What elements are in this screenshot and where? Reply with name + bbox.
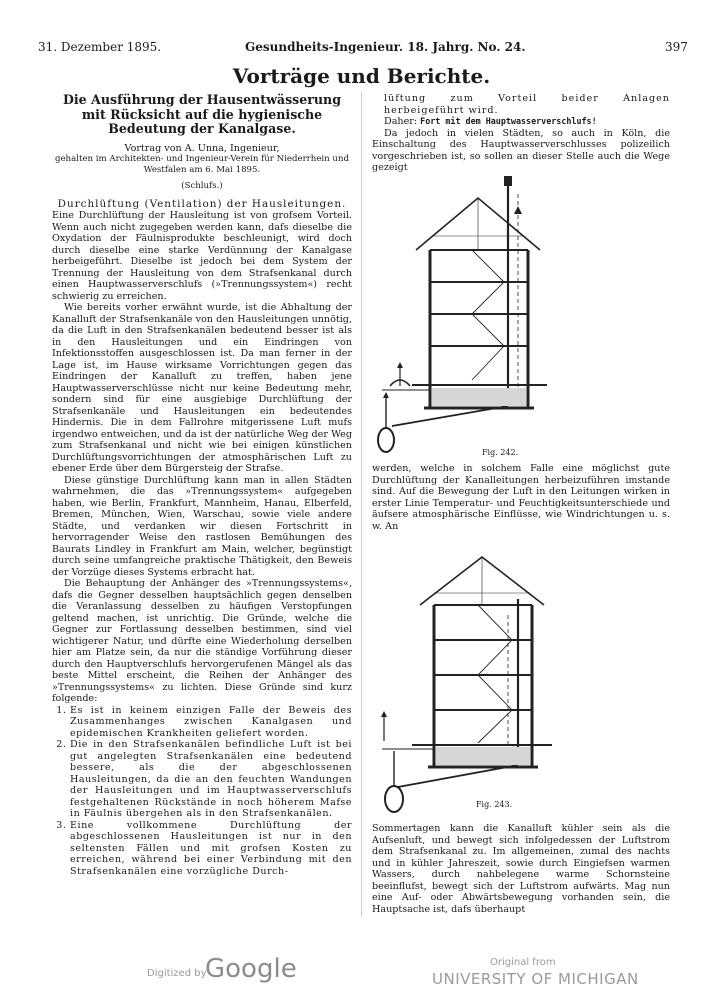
figure-242-caption: Fig. 242. <box>482 448 519 457</box>
section-title: Vorträge und Berichte. <box>232 64 491 88</box>
article-byline: Vortrag von A. Unna, Ingenieur, <box>124 142 280 154</box>
paragraph-right-3: werden, welche in solchem Falle eine möglichst gute Durchlüftung der Kanalleitungen herbeizuführen imstande sind. Auf die Bewegung der Luft in den Leitungen wirken in erster Linie Temperatur- und Feuchtigkeitsunterschiede und äufsere atmosphärische Einflüsse, wie Windrichtungen u. s. w. An <box>372 463 670 532</box>
header-journal: Gesundheits-Ingenieur. 18. Jahrg. No. 24. <box>245 40 526 54</box>
right-column-middle <box>372 463 670 532</box>
right-column-bottom <box>372 823 670 915</box>
article-title: Die Ausführung der Hausentwässerung mit Rücksicht auf die hygienische Bedeutung der Kanalgase. <box>62 92 342 136</box>
figure-243-caption: Fig. 243. <box>476 800 513 809</box>
right-column-top <box>372 93 670 174</box>
daher-motto: Fort mit dem Hauptwasserverschlufs! <box>420 116 597 126</box>
paragraph-4: Die Behauptung der Anhänger des »Trennungssystems«, dafs die Gegner desselben hauptsächlich gegen denselben die Veranlassung desselben zu häufigen Verstopfungen geltend machen, ist unrichtig. Die Gründe, welche die Gegner zur Fortlassung desselben bestimmen, sind viel wichtigerer Natur, und dürfte eine Wiederholung derselben hier am Platze sein, da nur die ständige Vorführung dieser durch den Hauptverschlufs hervorgerufenen Mängel als das beste Mittel erscheint, die Reihen der Anhänger des »Trennungssystems« zu lichten. Diese Gründe sind kurz folgende: <box>52 578 352 704</box>
article-venue: gehalten im Architekten- und Ingenieur-Verein für Niederrhein und Westfalen am 6. Mai 1895. <box>54 154 350 175</box>
figure-243-house-drainage <box>372 555 670 817</box>
reasons-list <box>52 705 352 878</box>
paragraph-2: Wie bereits vorher erwähnt wurde, ist die Abhaltung der Kanalluft der Strafsenkanäle von den Hausleitungen unnötig, da die Luft in den Strafsenkanälen bedeutend besser ist als in den Hausleitungen und ein Eindringen von Infektionsstoffen ausgeschlossen ist. Da man ferner in der Lage ist, im Hause wirksame Vorrichtungen gegen das Eindringen der Kanalluft zu treffen, haben jene Hauptwasserverschlüsse nicht nur keine Bedeutung mehr, sondern sind für eine ausgiebige Durchlüftung der Strafsenkanäle und Hausleitungen ein bedeutendes Hindernis. Die in dem Fallrohre mitgerissene Luft mufs irgendwo entweichen, und da ist der natürliche Weg der Weg zum Strafsenkanal und nicht wie bei einigen künstlichen Durchlüftungsvorrichtungen der atmosphärischen Luft zu ebener Erde über dem Bürgersteig der Strafse. <box>52 302 352 474</box>
paragraph-right-4: Sommertagen kann die Kanalluft kühler sein als die Aufsenluft, und bewegt sich infolgedessen der Luftstrom dem Strafsenkanal zu. Im allgemeinen, zumal des nachts und in kühler Jahreszeit, sowie durch Eingiefsen warmen Wassers, durch nahbelegene warme Schornsteine beeinflufst, bewegt sich der Luftstrom aufwärts. Mag nun eine Auf- oder Abwärtsbewegung vorhanden sein, die Hauptsache ist, dafs überhaupt <box>372 823 670 915</box>
daher-label: Daher: <box>384 116 418 127</box>
header-date: 31. Dezember 1895. <box>38 40 162 54</box>
reason-item: 1. Es ist in keinem einzigen Falle der Beweis des Zusammenhanges zwischen Kanalgasen und epidemischen Krankheiten geliefert worden. <box>70 705 352 740</box>
column-divider <box>361 92 362 917</box>
footer-digitized-label: Digitized by <box>147 968 207 979</box>
left-column <box>52 93 352 877</box>
footer-university-label: UNIVERSITY OF MICHIGAN <box>432 970 639 988</box>
footer-google-logo: Google <box>205 954 297 984</box>
article-note: (Schlufs.) <box>181 181 223 191</box>
paragraph-right-2: Da jedoch in vielen Städten, so auch in Köln, die Einschaltung des Hauptwasserverschlusses polizeilich vorgeschrieben ist, so sollen an dieser Stelle auch die Wege gezeigt <box>372 127 670 173</box>
article-subheading: Durchlüftung (Ventilation) der Hausleitungen. <box>57 197 347 210</box>
footer-original-label: Original from <box>490 957 556 968</box>
page-number: 397 <box>665 40 688 54</box>
reason-item: 3. Eine vollkommene Durchlüftung der abgeschlossenen Hausleitungen ist nur in den seltensten Fällen und mit grofsen Kosten zu erreichen, während bei einer Verbindung mit den Strafsenkanälen eine vorzügliche Durch- <box>70 820 352 878</box>
continuation-text: lüftung zum Vorteil beider Anlagen herbeigeführt wird. <box>384 93 670 116</box>
paragraph-1: Eine Durchlüftung der Hausleitung ist von grofsem Vorteil. Wenn auch nicht zugegeben werden kann, dafs dieselbe die Oxydation der Fäulnisprodukte beschleunigt, wird doch durch dieselbe eine starke Verdünnung der Kanalgase herbeigeführt. Dieselbe ist jedoch bei dem System der Trennung der Hausleitung von dem Strafsenkanal durch einen Hauptwasserverschlufs (»Trennungssystem«) recht schwierig zu erreichen. <box>52 210 352 302</box>
reason-item: 2. Die in den Strafsenkanälen befindliche Luft ist bei gut angelegten Strafsenkanälen eine bedeutend bessere, als die der abgeschlossenen Hausleitungen, da die an den feuchten Wandungen der Hausleitungen und im Hauptwasserverschlufs festgehaltenen Rückstände in noch höherem Mafse in Fäulnis übergehen als in den Strafsenkanälen. <box>70 739 352 820</box>
paragraph-3: Diese günstige Durchlüftung kann man in allen Städten wahrnehmen, die das »Trennungssystem« aufgegeben haben, wie Berlin, Frankfurt, Mannheim, Hanau, Elberfeld, Bremen, München, Wien, Warschau, sowie viele andere Städte, und verdanken wir diesen Fortschritt in hervorragender Weise den rastlosen Bemühungen des Baurats Lindley in Frankfurt am Main, welcher, begünstigt durch seine umfangreiche praktische Thätigkeit, den Beweis der Vorzüge dieses Systems erbracht hat. <box>52 474 352 578</box>
figure-242-house-drainage <box>372 170 670 460</box>
